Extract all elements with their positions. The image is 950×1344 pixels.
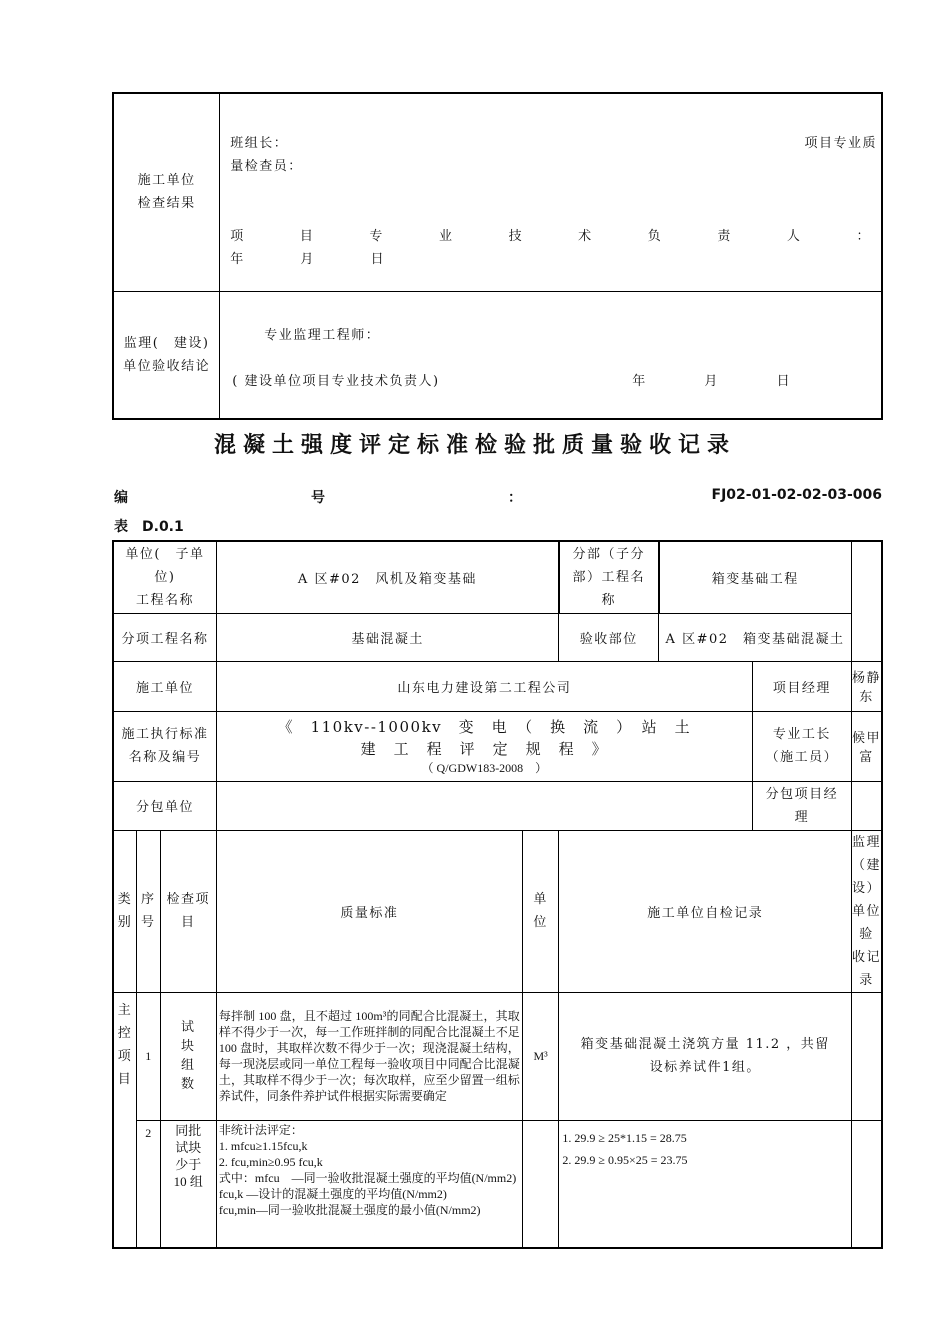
col-supervision: 监理（建 设）单位验 收记录 xyxy=(851,830,882,992)
item-project-label: 分项工程名称 xyxy=(113,613,216,661)
contractor-value: 山东电力建设第二工程公司 xyxy=(216,661,752,711)
qc-inspector-label-b: 量检查员： xyxy=(230,159,303,174)
col-self-check: 施工单位自检记录 xyxy=(559,830,852,992)
contractor-check-content xyxy=(220,93,882,291)
col-unit: 单 位 xyxy=(522,830,559,992)
foreman-label: 专业工长 （施工员） xyxy=(752,711,851,781)
standard-value: 《 110kv--1000kv 变 电 （ 换 流 ） 站 土 建 工 程 评 定 规 程 》 （ Q/GDW183-2008 ） xyxy=(216,711,752,781)
standard-label: 施工执行标准 名称及编号 xyxy=(113,711,216,781)
subcontract-value xyxy=(216,781,752,830)
col-seq: 序 号 xyxy=(137,830,160,992)
row-supervision xyxy=(851,992,882,1120)
row-item: 试 块 组 数 xyxy=(160,992,216,1120)
table-row xyxy=(113,992,882,1120)
accept-part-value: A 区#02 箱变基础混凝土 xyxy=(659,613,852,661)
row-seq: 2 xyxy=(137,1120,160,1248)
foreman-value: 候甲富 xyxy=(851,711,882,781)
subcontract-label: 分包单位 xyxy=(113,781,216,830)
row-supervision xyxy=(851,1120,882,1248)
sub-manager-value xyxy=(851,781,882,830)
row-self-check: 1. 29.9 ≥ 25*1.15 = 28.75 2. 29.9 ≥ 0.95×25 = 23.75 xyxy=(559,1120,852,1248)
contractor-date: 年 月 日 xyxy=(230,252,386,267)
unit-project-value: A 区#02 风机及箱变基础 xyxy=(216,541,559,613)
row-standard: 每拌制 100 盘，且不超过 100m³的同配合比混凝土，其取样不得少于一次，每一工作班拌制的同配合比混凝土不足 100 盘时，其取样次数不得少于一次；现浇混凝土结构，每一现浇层或同一单位工程每一验收项目中同配合比混凝土，其取样不得少于一次；每次取样，应至少留置一组标养试件，同条件养护试件根据实际需要确定 xyxy=(216,992,522,1120)
manager-value: 杨静东 xyxy=(851,661,882,711)
qc-inspector-label-a: 项目专业质 xyxy=(804,136,877,151)
number-label: 编 号 ： xyxy=(114,490,522,506)
document-number: FJ02-01-02-02-03-006 xyxy=(711,487,882,503)
row-unit xyxy=(522,1120,559,1248)
tech-lead-label: 项 目 专 业 技 术 负 责 人 ： xyxy=(230,229,871,244)
row-seq: 1 xyxy=(137,992,160,1120)
col-category: 类 别 xyxy=(113,830,137,992)
top-signature-table xyxy=(112,92,883,420)
category-main-control: 主 控 项 目 xyxy=(113,992,137,1248)
row-unit: M³ xyxy=(522,992,559,1120)
owner-rep-label: ( 建设单位项目专业技术负责人) xyxy=(232,373,440,389)
supervision-date: 年 月 日 xyxy=(632,373,792,389)
col-item: 检查项 目 xyxy=(160,830,216,992)
table-id: 表 D.0.1 xyxy=(114,519,184,535)
supervision-conclusion-label: 监理( 建设) 单位验收结论 xyxy=(113,291,220,419)
sub-project-label: 分部（子分 部）工程名 称 xyxy=(559,541,659,613)
sub-project-value: 箱变基础工程 xyxy=(659,541,852,613)
row-item: 同批 试块 少于 10 组 xyxy=(160,1120,216,1248)
col-standard: 质量标准 xyxy=(216,830,522,992)
manager-label: 项目经理 xyxy=(752,661,851,711)
sub-manager-label: 分包项目经 理 xyxy=(752,781,851,830)
accept-part-label: 验收部位 xyxy=(559,613,659,661)
table-row xyxy=(113,1120,882,1248)
team-leader-label: 班组长： xyxy=(230,136,289,151)
inspection-record-table xyxy=(112,540,883,1249)
contractor-label: 施工单位 xyxy=(113,661,216,711)
supervision-conclusion-content xyxy=(220,291,882,419)
document-title: 混凝土强度评定标准检验批质量验收记录 xyxy=(213,433,736,458)
supervising-engineer-label: 专业监理工程师： xyxy=(264,327,381,343)
item-project-value: 基础混凝土 xyxy=(216,613,559,661)
row-standard: 非统计法评定： 1. mfcu≥1.15fcu,k 2. fcu,min≥0.95 fcu,k 式中：mfcu —同一验收批混凝土强度的平均值(N/mm2) fcu,k —设计的混凝土强度的平均值(N/mm2) fcu,min—同一验收批混凝土强度的最小值(N/mm2) xyxy=(216,1120,522,1248)
row-self-check: 箱变基础混凝土浇筑方量 11.2 ，共留设标养试件1组。 xyxy=(559,992,852,1120)
unit-project-label: 单位( 子单 位) 工程名称 xyxy=(113,541,216,613)
contractor-check-label: 施工单位 检查结果 xyxy=(113,93,220,291)
